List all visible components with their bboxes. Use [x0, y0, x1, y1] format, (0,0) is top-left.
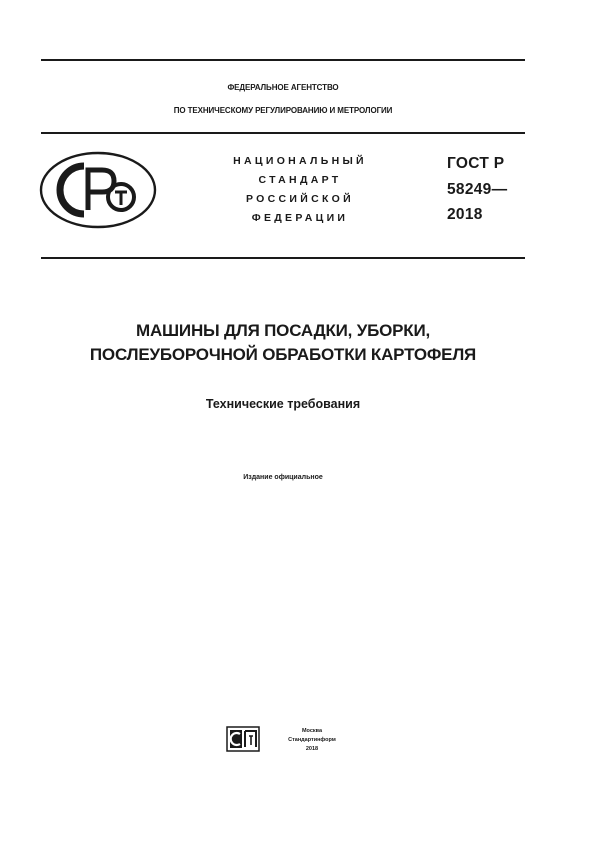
- edition-note: Издание официальное: [243, 474, 323, 481]
- agency-line-2: ПО ТЕХНИЧЕСКОМУ РЕГУЛИРОВАНИЮ И МЕТРОЛОГИИ: [173, 106, 393, 115]
- standard-code-line-2: 58249—: [447, 181, 508, 198]
- standard-label-line-1: НАЦИОНАЛЬНЫЙ: [233, 155, 367, 167]
- standard-code-line-3: 2018: [447, 206, 483, 223]
- rst-emblem-icon: [38, 150, 158, 230]
- standard-code-line-1: ГОСТ Р: [447, 155, 505, 172]
- publisher-name: Стандартинформ: [288, 737, 336, 743]
- publisher-year: 2018: [305, 746, 319, 752]
- document-title-line-2: ПОСЛЕУБОРОЧНОЙ ОБРАБОТКИ КАРТОФЕЛЯ: [89, 345, 477, 364]
- publisher-city: Москва: [301, 728, 323, 734]
- standard-label-line-2: СТАНДАРТ: [258, 174, 342, 186]
- top-rule: [41, 59, 525, 61]
- agency-line-1: ФЕДЕРАЛЬНОЕ АГЕНТСТВО: [227, 83, 339, 92]
- header-rule: [41, 132, 525, 134]
- standard-label-line-3: РОССИЙСКОЙ: [246, 193, 354, 205]
- document-title-line-1: МАШИНЫ ДЛЯ ПОСАДКИ, УБОРКИ,: [136, 321, 430, 340]
- standartinform-logo-icon: [226, 726, 260, 752]
- standard-label-line-4: ФЕДЕРАЦИИ: [251, 212, 349, 224]
- document-subtitle: Технические требования: [205, 397, 361, 411]
- emblem-rule: [41, 257, 525, 259]
